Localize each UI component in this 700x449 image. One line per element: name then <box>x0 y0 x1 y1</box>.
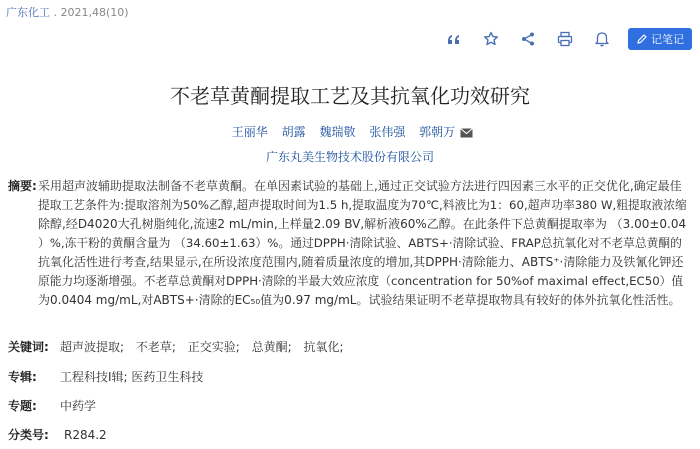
edit-icon <box>636 33 648 45</box>
bell-icon[interactable] <box>591 28 613 50</box>
abstract-line: 采用超声波辅助提取法制备不老草黄酮。在单因素试验的基础上,通过正交试验方法进行四因素三水平的正交优化,确定最佳 <box>38 179 682 193</box>
abstract-line: 原能力均逐渐增强。不老草总黄酮对DPPH·清除的半最大效应浓度（concentration for 50%of maximal effect,EC50）值 <box>38 274 684 288</box>
abstract-line: ）%,冻干粉的黄酮含量为 （34.60±1.63）%。通过DPPH·清除试验、ABTS+·清除试验、FRAP总抗氧化对不老草总黄酮的 <box>38 236 682 250</box>
abstract-label: 摘要: <box>8 179 37 193</box>
keyword-list <box>60 338 694 357</box>
author-link[interactable]: 魏瑞敬 <box>319 125 356 139</box>
author-link[interactable]: 王丽华 <box>231 125 268 139</box>
keyword-link[interactable]: 超声波提取; <box>60 340 125 354</box>
take-note-button[interactable] <box>628 28 692 50</box>
article-title: 不老草黄酮提取工艺及其抗氧化功效研究 <box>170 84 530 108</box>
author-link[interactable]: 郭朝万 <box>419 125 456 139</box>
take-note-label: 记笔记 <box>651 33 684 46</box>
abstract-line: 除醇,经D4020大孔树脂纯化,流速2 mL/min,上样量2.09 BV,解析液60%乙醇。在此条件下总黄酮提取率为 （3.00±0.04 <box>38 217 687 231</box>
keyword-link[interactable]: 不老草; <box>135 340 176 354</box>
keywords-label: 关键词: <box>8 340 49 354</box>
classification-value: R284.2 <box>64 428 107 442</box>
keyword-link[interactable]: 正交实验; <box>187 340 240 354</box>
quote-icon[interactable] <box>443 28 465 50</box>
topic-label: 专题: <box>8 399 37 413</box>
abstract-line: 抗氧化活性进行考查,结果显示,在所设浓度范围内,随着质量浓度的增加,其DPPH·清除能力、ABTS⁺·清除能力及铁氰化钾还 <box>38 255 684 269</box>
abstract-text <box>38 177 694 310</box>
author-list <box>0 123 700 140</box>
author-link[interactable]: 张伟强 <box>369 125 406 139</box>
article-toolbar <box>443 28 692 50</box>
share-icon[interactable] <box>517 28 539 50</box>
classification-label: 分类号: <box>8 428 49 442</box>
keyword-link[interactable]: 总黄酮; <box>251 340 292 354</box>
journal-issue-separator: . <box>53 6 57 19</box>
journal-name[interactable]: 广东化工 <box>6 6 50 19</box>
star-icon[interactable] <box>480 28 502 50</box>
print-icon[interactable] <box>554 28 576 50</box>
abstract-line: 提取工艺条件为:提取溶剂为50%乙醇,超声提取时间为1.5 h,提取温度为70℃,料液比为1：60,超声功率380 W,粗提取液浓缩 <box>38 198 687 212</box>
abstract-section <box>8 177 694 337</box>
keyword-link[interactable]: 抗氧化; <box>303 340 344 354</box>
mail-icon[interactable] <box>460 128 473 138</box>
topic-value: 中药学 <box>60 399 97 413</box>
organization-link[interactable]: 广东丸美生物技术股份有限公司 <box>265 150 434 164</box>
journal-source[interactable] <box>6 4 129 20</box>
author-link[interactable]: 胡露 <box>281 125 306 139</box>
major-label: 专辑: <box>8 370 37 384</box>
journal-issue: 2021,48(10) <box>60 6 129 19</box>
abstract-line: 为0.0404 mg/mL,对ABTS+·清除的EC₅₀值为0.97 mg/mL。试验结果证明不老草提取物具有较好的体外抗氧化性活性。 <box>38 293 681 307</box>
major-value: 工程科技Ⅰ辑; 医药卫生科技 <box>60 370 204 384</box>
